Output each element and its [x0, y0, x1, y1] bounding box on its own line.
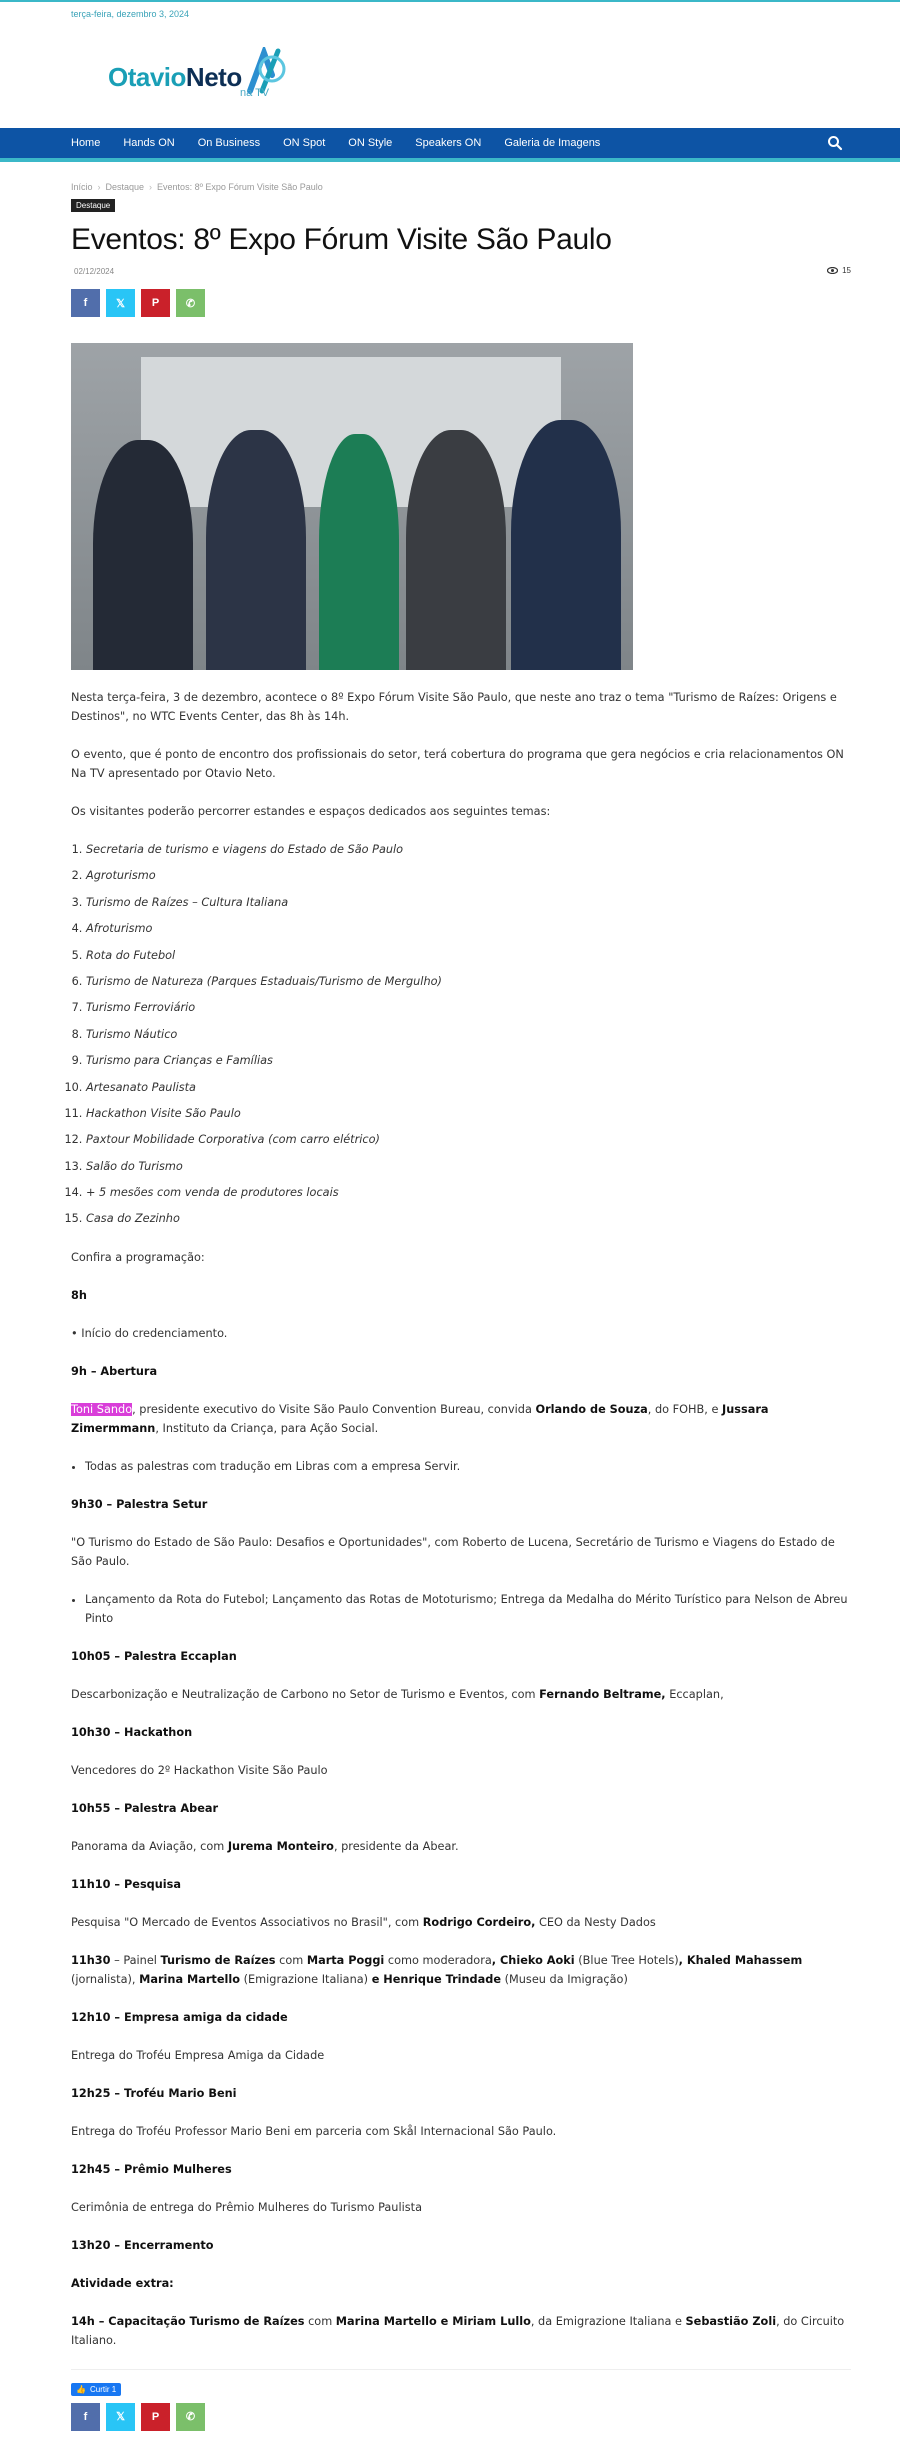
nav-on-style[interactable]: ON Style [348, 137, 393, 149]
logo-text: OtavioNeto [108, 62, 242, 92]
share-bar-bottom [71, 2403, 851, 2431]
divider [71, 2369, 851, 2370]
current-date: terça-feira, dezembro 3, 2024 [71, 9, 190, 19]
search-icon[interactable] [827, 135, 843, 151]
breadcrumb-current: Eventos: 8º Expo Fórum Visite São Paulo [157, 182, 323, 192]
facebook-like-button[interactable] [71, 2383, 121, 2396]
whatsapp-icon: ✆ [185, 2411, 196, 2424]
breadcrumb-category[interactable]: Destaque [105, 182, 145, 192]
person-5 [511, 420, 621, 670]
paragraph: Panorama da Aviação, com Jurema Monteiro, presidente da Abear. [71, 1839, 459, 1853]
schedule-heading: 10h05 – Palestra Eccaplan [71, 1649, 237, 1663]
paragraph: Os visitantes poderão percorrer estandes e espaços dedicados aos seguintes temas: [71, 805, 551, 818]
whatsapp-icon: ✆ [185, 297, 196, 310]
schedule-heading: Atividade extra: [71, 2276, 174, 2290]
logo-subtitle: na TV [240, 87, 270, 99]
facebook-icon: f [83, 2410, 88, 2423]
like-label: Curtir 1 [89, 2384, 117, 2394]
pinterest-share-button[interactable] [141, 2403, 170, 2431]
paragraph: O evento, que é ponto de encontro dos profissionais do setor, terá cobertura do programa que gera negócios e cria relacionamentos ON Na TV apresentado por Otavio Neto. [71, 748, 844, 780]
featured-image [71, 343, 633, 670]
paragraph: Entrega do Troféu Empresa Amiga da Cidade [71, 2048, 325, 2062]
facebook-icon: f [83, 297, 88, 309]
schedule-heading: 10h30 – Hackathon [71, 1725, 193, 1739]
site-logo[interactable] [108, 47, 288, 111]
bullet-list [71, 1457, 851, 1476]
list-item: 1. Secretaria de turismo e viagens do Estado de São Paulo [86, 840, 851, 859]
article-body [71, 688, 851, 2350]
view-count-value: 15 [842, 266, 851, 275]
x-icon: 𝕏 [116, 2411, 125, 2424]
eye-icon [827, 267, 838, 274]
nav-home[interactable]: Home [71, 137, 101, 149]
nav-hands-on[interactable]: Hands ON [123, 137, 175, 149]
schedule-heading: 12h45 – Prêmio Mulheres [71, 2162, 232, 2176]
paragraph: Nesta terça-feira, 3 de dezembro, acontece o 8º Expo Fórum Visite São Paulo, que neste ano traz o tema "Turismo de Raízes: Origens e Destinos", no WTC Events Center, das 8h às 14h. [71, 691, 837, 723]
person-3 [319, 434, 399, 670]
paragraph: Toni Sando, presidente executivo do Visite São Paulo Convention Bureau, convida Orlando de Souza, do FOHB, e Jussara Zimermmann, Instituto da Criança, para Ação Social. [71, 1402, 769, 1435]
highlighted-name: Toni Sando [71, 1402, 133, 1416]
view-count [827, 266, 851, 275]
schedule-heading: 10h55 – Palestra Abear [71, 1801, 219, 1815]
list-item: 15. Casa do Zezinho [86, 1209, 851, 1228]
list-item: 12. Paxtour Mobilidade Corporativa (com carro elétrico) [86, 1130, 851, 1149]
pinterest-icon: P [151, 297, 160, 309]
top-bar [0, 0, 900, 23]
header [0, 23, 900, 128]
paragraph: 14h – Capacitação Turismo de Raízes com Marina Martello e Miriam Lullo, da Emigrazione Italiana e Sebastião Zoli, do Circuito Italiano. [71, 2314, 845, 2347]
schedule-heading: 11h10 – Pesquisa [71, 1877, 182, 1891]
list-item: 6. Turismo de Natureza (Parques Estaduais/Turismo de Mergulho) [86, 972, 851, 991]
schedule-heading: 9h30 – Palestra Setur [71, 1497, 208, 1511]
breadcrumb: Início › Destaque › Eventos: 8º Expo Fórum Visite São Paulo [71, 182, 323, 192]
article-container [71, 182, 851, 2431]
whatsapp-share-button[interactable] [176, 2403, 205, 2431]
nav-speakers-on[interactable]: Speakers ON [415, 137, 482, 149]
paragraph: Entrega do Troféu Professor Mario Beni em parceria com Skål Internacional São Paulo. [71, 2124, 557, 2138]
schedule-heading: 13h20 – Encerramento [71, 2238, 214, 2252]
list-item: • Lançamento da Rota do Futebol; Lançamento das Rotas de Mototurismo; Entrega da Medalha do Mérito Turístico para Nelson de Abreu Pinto [85, 1590, 851, 1628]
paragraph: Descarbonização e Neutralização de Carbono no Setor de Turismo e Eventos, com Fernando Beltrame, Eccaplan, [71, 1687, 724, 1701]
facebook-share-button[interactable] [71, 289, 100, 317]
themes-list [71, 840, 851, 1228]
person-1 [93, 440, 193, 670]
post-meta [71, 265, 851, 279]
schedule-heading: 12h10 – Empresa amiga da cidade [71, 2010, 288, 2024]
list-item: 13. Salão do Turismo [86, 1157, 851, 1176]
post-date: 02/12/2024 [74, 267, 115, 276]
pinterest-share-button[interactable] [141, 289, 170, 317]
thumbs-up-icon: 👍 [76, 2384, 86, 2394]
schedule-heading: 8h [71, 1288, 87, 1302]
list-item: 8. Turismo Náutico [86, 1025, 851, 1044]
facebook-share-button[interactable] [71, 2403, 100, 2431]
list-item: 10. Artesanato Paulista [86, 1078, 851, 1097]
paragraph: Confira a programação: [71, 1250, 205, 1264]
list-item: 4. Afroturismo [86, 919, 851, 938]
list-item: 5. Rota do Futebol [86, 946, 851, 965]
schedule-heading: 9h – Abertura [71, 1364, 158, 1378]
paragraph: Cerimônia de entrega do Prêmio Mulheres do Turismo Paulista [71, 2200, 422, 2214]
paragraph: Pesquisa "O Mercado de Eventos Associativos no Brasil", com Rodrigo Cordeiro, CEO da Nesty Dados [71, 1915, 656, 1929]
share-bar-top [71, 289, 851, 317]
nav-on-business[interactable]: On Business [197, 137, 261, 149]
main-nav [0, 128, 900, 162]
person-2 [206, 430, 306, 670]
paragraph: • Início do credenciamento. [71, 1326, 228, 1340]
list-item: • Todas as palestras com tradução em Libras com a empresa Servir. [85, 1457, 851, 1476]
list-item: 14. + 5 mesões com venda de produtores locais [86, 1183, 851, 1202]
list-item: 3. Turismo de Raízes – Cultura Italiana [86, 893, 851, 912]
breadcrumb-home[interactable]: Início [71, 182, 93, 192]
page-title: Eventos: 8º Expo Fórum Visite São Paulo [71, 223, 612, 256]
x-icon: 𝕏 [116, 297, 125, 310]
schedule-heading: 12h25 – Troféu Mario Beni [71, 2086, 237, 2100]
nav-galeria[interactable]: Galeria de Imagens [504, 137, 601, 149]
list-item: 2. Agroturismo [86, 866, 851, 885]
category-tag[interactable]: Destaque [71, 199, 115, 212]
person-4 [406, 430, 506, 670]
paragraph: "O Turismo do Estado de São Paulo: Desafios e Oportunidades", com Roberto de Lucena, Secretário de Turismo e Viagens do Estado de São Paulo. [71, 1535, 835, 1568]
list-item: 11. Hackathon Visite São Paulo [86, 1104, 851, 1123]
list-item: 7. Turismo Ferroviário [86, 998, 851, 1017]
paragraph: Vencedores do 2º Hackathon Visite São Paulo [71, 1763, 328, 1777]
bullet-list [71, 1590, 851, 1628]
whatsapp-share-button[interactable] [176, 289, 205, 317]
list-item: 9. Turismo para Crianças e Famílias [86, 1051, 851, 1070]
paragraph: 11h30 – Painel Turismo de Raízes com Marta Poggi como moderadora, Chieko Aoki (Blue Tree Hotels), Khaled Mahassem (jornalista), Marina Martello (Emigrazione Italiana) e Henrique Trindade (Museu da Imigração) [71, 1953, 803, 1986]
pinterest-icon: P [151, 2410, 160, 2423]
nav-on-spot[interactable]: ON Spot [283, 137, 326, 149]
x-share-button[interactable] [106, 2403, 135, 2431]
x-share-button[interactable] [106, 289, 135, 317]
